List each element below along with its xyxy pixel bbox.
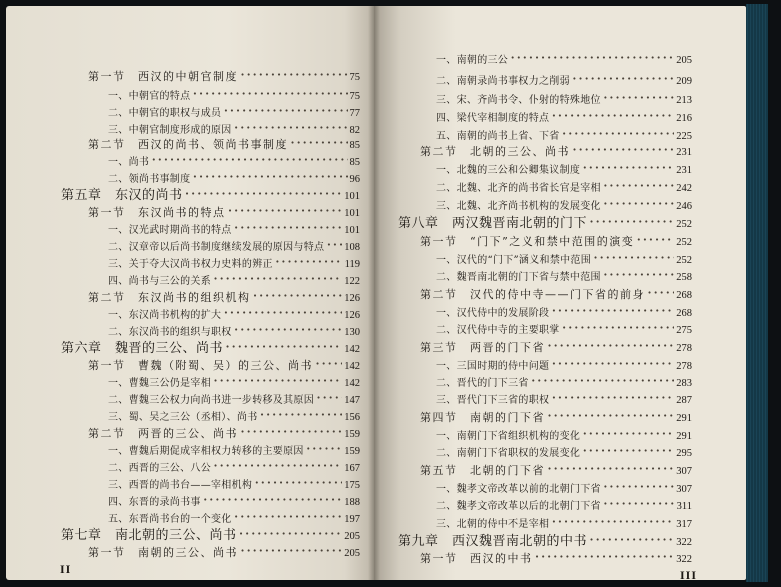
toc-entry (420, 232, 692, 248)
toc-entry-title: 二、北魏、北齐的尚书省长官是宰相 (436, 183, 601, 194)
toc-entry-title: 二、西晋的三公、八公 (108, 463, 211, 474)
toc-entry-title: 第八章 两汉魏晋南北朝的门下 (398, 216, 588, 231)
toc-entry (108, 169, 360, 185)
toc-entry-page: 142 (344, 361, 360, 372)
toc-entry-page: 126 (344, 310, 360, 321)
toc-entry-page: 167 (344, 463, 360, 474)
toc-entry-page: 216 (676, 113, 692, 124)
toc-entry (436, 196, 692, 212)
toc-entry-title: 一、东汉尚书机构的扩大 (108, 310, 222, 321)
toc-entry (436, 71, 692, 87)
toc-entry-title: 第三节 两晋的门下省 (420, 341, 545, 354)
toc-entry (436, 90, 692, 106)
toc-entry-page: 307 (676, 484, 692, 495)
toc-entry (436, 320, 692, 336)
toc-entry-title: 二、曹魏三公权力向尚书进一步转移及其原因 (108, 395, 314, 406)
toc-entry-title: 二、领尚书事制度 (108, 174, 191, 185)
toc-entry-page: 101 (344, 191, 360, 202)
toc-entry-page: 213 (676, 95, 692, 106)
toc-entry (108, 254, 360, 270)
toc-entry (61, 526, 360, 542)
toc-entry (88, 288, 360, 304)
toc-entry-page: 258 (676, 272, 692, 283)
toc-entry-title: 二、魏晋南北朝的门下省与禁中范围 (436, 272, 601, 283)
toc-entry-page: 119 (344, 259, 360, 270)
toc-entry-page: 159 (344, 446, 360, 457)
toc-entry-title: 三、北魏、北齐尚书机构的发展变化 (436, 201, 601, 212)
toc-entry (108, 458, 360, 474)
toc-entry (108, 86, 360, 102)
toc-entry-title: 五、东晋尚书台的一个变化 (108, 514, 232, 525)
toc-entry (61, 339, 360, 355)
toc-entry (420, 549, 692, 565)
toc-entry-page: 205 (344, 548, 360, 559)
toc-entry-title: 二、汉章帝以后尚书制度继续发展的原因与特点 (108, 242, 325, 253)
toc-entry-page: 307 (676, 466, 692, 477)
toc-entry-title: 五、南朝的尚书上省、下省 (436, 131, 560, 142)
toc-entry (436, 514, 692, 530)
toc-entry-title: 第一节 西汉的中朝官制度 (88, 70, 238, 83)
toc-entry-title: 四、尚书与三公的关系 (108, 276, 211, 287)
toc-entry-page: 322 (676, 554, 692, 565)
toc-entry (88, 67, 360, 83)
toc-entry-page: 82 (349, 125, 360, 136)
toc-entry-page: 278 (676, 361, 692, 372)
toc-entry-page: 252 (676, 219, 692, 230)
toc-entry-title: 三、晋代门下三省的职权 (436, 395, 550, 406)
toc-entry-title: 二、汉代侍中寺的主要职掌 (436, 325, 560, 336)
toc-entry-page: 252 (676, 237, 692, 248)
toc-entry-title: 三、西晋的尚书台——宰相机构 (108, 480, 253, 491)
toc-entry (108, 103, 360, 119)
toc-entry-page: 278 (676, 343, 692, 354)
toc-entry-title: 一、曹魏三公仍是宰相 (108, 378, 211, 389)
toc-entry-page: 225 (676, 131, 692, 142)
toc-entry (108, 305, 360, 321)
toc-entry (88, 203, 360, 219)
toc-entry-title: 二、南朝门下省职权的发展变化 (436, 448, 581, 459)
toc-entry (436, 126, 692, 142)
toc-entry (108, 152, 360, 168)
page-number: III (680, 568, 698, 580)
toc-entry-page: 85 (349, 157, 360, 168)
toc-entry-title: 一、汉代侍中的发展阶段 (436, 308, 550, 319)
toc-entry-page: 142 (344, 378, 360, 389)
toc-entry-page: 130 (344, 327, 360, 338)
toc-entry-title: 第四节 南朝的门下省 (420, 411, 545, 424)
toc-entry-title: 四、东晋的录尚书事 (108, 497, 201, 508)
toc-entry-title: 一、南朝门下省组织机构的变化 (436, 431, 581, 442)
book-fore-edge (746, 4, 768, 582)
toc-entry (108, 475, 360, 491)
toc-entry (108, 492, 360, 508)
toc-entry-title: 一、尚书 (108, 157, 150, 168)
toc-entry (398, 532, 692, 548)
toc-entry-page: 209 (676, 76, 692, 87)
toc-entry (420, 338, 692, 354)
toc-entry (108, 271, 360, 287)
toc-entry-title: 第二节 汉代的侍中寺——门下省的前身 (420, 288, 645, 301)
toc-entry (108, 390, 360, 406)
toc-entry-page: 295 (676, 448, 692, 459)
toc-entry (108, 220, 360, 236)
toc-entry (436, 50, 692, 66)
toc-entry-title: 第一节 东汉尚书的特点 (88, 206, 226, 219)
toc-entry-title: 三、关于夺大汉尚书权力史料的辨正 (108, 259, 273, 270)
toc-entry (420, 142, 692, 158)
toc-entry-title: 三、宋、齐尚书令、仆射的特殊地位 (436, 95, 601, 106)
toc-entry-page: 291 (676, 431, 692, 442)
toc-entry (88, 543, 360, 559)
toc-entry-title: 第二节 东汉尚书的组织机构 (88, 291, 251, 304)
toc-entry-page: 246 (676, 201, 692, 212)
toc-entry-title: 第五节 北朝的门下省 (420, 464, 545, 477)
toc-entry-page: 252 (676, 255, 692, 266)
toc-entry-page: 126 (344, 293, 360, 304)
book-gutter (368, 6, 380, 580)
toc-entry (108, 373, 360, 389)
toc-entry (108, 509, 360, 525)
toc-entry-title: 二、南朝录尚书事权力之削弱 (436, 76, 570, 87)
toc-entry-title: 第九章 西汉魏晋南北朝的中书 (398, 534, 588, 549)
toc-entry-page: 101 (344, 225, 360, 236)
toc-entry-page: 108 (344, 242, 360, 253)
toc-entry-page: 188 (344, 497, 360, 508)
toc-entry-title: 一、南朝的三公 (436, 55, 509, 66)
toc-entry-page: 85 (349, 140, 360, 151)
toc-entry-title: 第一节 西汉的中书 (420, 552, 533, 565)
toc-entry-page: 291 (676, 413, 692, 424)
toc-entry (108, 441, 360, 457)
toc-entry-page: 275 (676, 325, 692, 336)
toc-entry-title: 三、中朝官制度形成的原因 (108, 125, 232, 136)
toc-entry (108, 120, 360, 136)
toc-entry-page: 268 (676, 308, 692, 319)
toc-entry-page: 159 (344, 429, 360, 440)
toc-entry-title: 一、魏孝文帝改革以前的北朝门下省 (436, 484, 601, 495)
toc-entry-page: 75 (349, 91, 360, 102)
toc-entry (436, 303, 692, 319)
toc-entry (61, 186, 360, 202)
toc-entry-page: 231 (676, 147, 692, 158)
toc-entry-page: 231 (676, 165, 692, 176)
toc-entry (436, 108, 692, 124)
toc-entry (108, 237, 360, 253)
toc-entry-title: 第一节 曹魏（附蜀、吴）的三公、尚书 (88, 359, 313, 372)
toc-entry (436, 178, 692, 194)
toc-entry (398, 214, 692, 230)
toc-entry (436, 356, 692, 372)
toc-entry-title: 二、晋代的门下三省 (436, 378, 529, 389)
toc-entry (108, 407, 360, 423)
toc-entry-title: 二、魏孝文帝改革以后的北朝门下省 (436, 501, 601, 512)
toc-entry-page: 122 (344, 276, 360, 287)
toc-entry-title: 二、中朝官的职权与成员 (108, 108, 222, 119)
toc-entry-title: 第一节 “门下”之义和禁中范围的演变 (420, 235, 635, 248)
toc-entry (108, 322, 360, 338)
toc-entry-page: 77 (349, 108, 360, 119)
toc-entry-page: 75 (349, 72, 360, 83)
toc-entry-page: 317 (676, 519, 692, 530)
toc-entry-page: 101 (344, 208, 360, 219)
toc-entry (88, 135, 360, 151)
toc-entry-title: 一、中朝官的特点 (108, 91, 191, 102)
toc-entry-page: 311 (676, 501, 692, 512)
toc-entry-page: 268 (676, 290, 692, 301)
toc-entry-title: 第六章 魏晋的三公、尚书 (61, 341, 224, 356)
toc-entry (436, 479, 692, 495)
toc-entry (420, 408, 692, 424)
toc-entry-page: 287 (676, 395, 692, 406)
page-number: II (60, 562, 72, 576)
toc-entry-title: 第二节 两晋的三公、尚书 (88, 427, 238, 440)
toc-entry-title: 二、东汉尚书的组织与职权 (108, 327, 232, 338)
toc-entry-title: 第二节 西汉的尚书、领尚书事制度 (88, 138, 288, 151)
toc-entry-page: 242 (676, 183, 692, 194)
toc-entry-title: 一、汉光武时期尚书的特点 (108, 225, 232, 236)
toc-entry (436, 443, 692, 459)
toc-entry-title: 一、汉代的“门下”涵义和禁中范围 (436, 255, 592, 266)
toc-entry-page: 175 (344, 480, 360, 491)
toc-entry (420, 461, 692, 477)
toc-entry (436, 390, 692, 406)
toc-entry (436, 160, 692, 176)
toc-entry-page: 156 (344, 412, 360, 423)
toc-entry (436, 496, 692, 512)
toc-entry (88, 424, 360, 440)
toc-entry-title: 三、北朝的侍中不是宰相 (436, 519, 550, 530)
toc-entry-title: 一、三国时期的侍中问题 (436, 361, 550, 372)
toc-entry-title: 三、蜀、吴之三公（丞相）、尚书 (108, 412, 258, 423)
toc-entry-title: 第二节 北朝的三公、尚书 (420, 145, 570, 158)
toc-entry-title: 第五章 东汉的尚书 (61, 188, 183, 203)
toc-entry-page: 205 (344, 531, 360, 542)
toc-entry (436, 250, 692, 266)
left-toc (6, 6, 374, 580)
right-toc (374, 6, 746, 580)
toc-entry-title: 一、曹魏后期促成宰相权力转移的主要原因 (108, 446, 304, 457)
toc-entry (88, 356, 360, 372)
toc-entry-title: 第七章 南北朝的三公、尚书 (61, 528, 237, 543)
toc-entry-title: 四、梁代宰相制度的特点 (436, 113, 550, 124)
toc-entry (436, 426, 692, 442)
toc-entry-page: 142 (344, 344, 360, 355)
toc-entry (436, 267, 692, 283)
toc-entry-title: 第一节 南朝的三公、尚书 (88, 546, 238, 559)
toc-entry (436, 373, 692, 389)
toc-entry-page: 147 (344, 395, 360, 406)
toc-entry-page: 322 (676, 537, 692, 548)
left-page (6, 6, 374, 580)
right-page (374, 6, 746, 580)
toc-entry-title: 一、北魏的三公和公卿集议制度 (436, 165, 581, 176)
toc-entry-page: 197 (344, 514, 360, 525)
toc-entry-page: 283 (676, 378, 692, 389)
toc-entry-page: 205 (676, 55, 692, 66)
toc-entry-page: 96 (349, 174, 360, 185)
toc-entry (420, 285, 692, 301)
